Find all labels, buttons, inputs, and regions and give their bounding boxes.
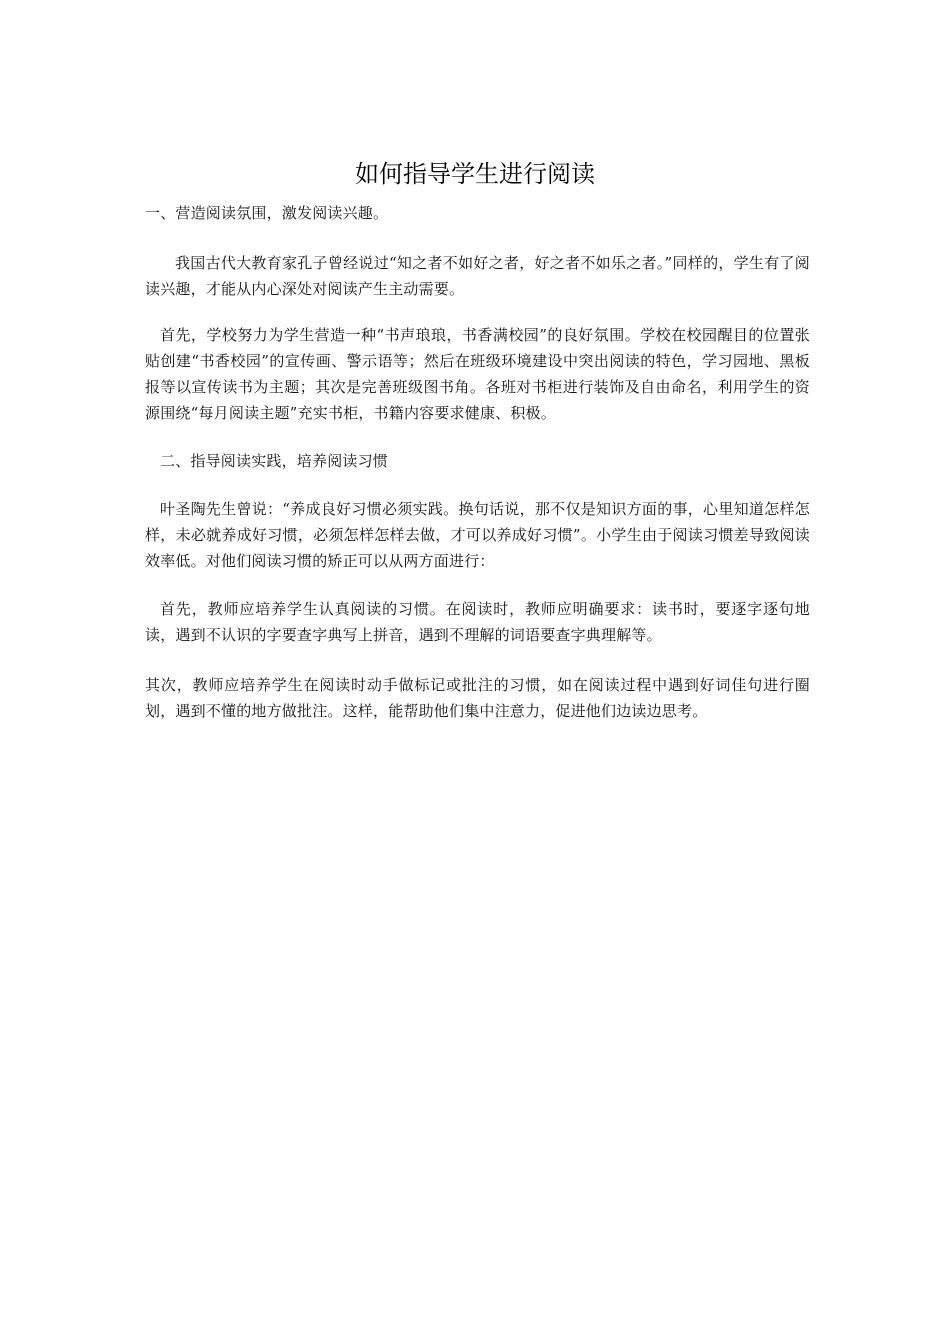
section-heading-1: 一、营造阅读氛围，激发阅读兴趣。: [145, 204, 389, 222]
document-title: 如何指导学生进行阅读: [355, 160, 595, 188]
paragraph-confucius-quote: 我国古代大教育家孔子曾经说过“知之者不如好之者，好之者不如乐之者。”同样的，学生有了阅读兴趣，才能从内心深处对阅读产生主动需要。: [145, 254, 810, 298]
paragraph-ye-shengtao-quote: 叶圣陶先生曾说：“养成良好习惯必须实践。换句话说，那不仅是知识方面的事，心里知道怎样怎样，未必就养成好习惯，必须怎样怎样去做，才可以养成好习惯”。小学生由于阅读习惯差导致阅读效率低。对他们阅读习惯的矫正可以从两方面进行：: [145, 500, 810, 570]
paragraph-school-atmosphere: 首先，学校努力为学生营造一种“书声琅琅，书香满校园”的良好氛围。学校在校园醒目的位置张贴创建“书香校园”的宣传画、警示语等；然后在班级环境建设中突出阅读的特色，学习园地、黑板报等以宣传读书为主题；其次是完善班级图书角。各班对书柜进行装饰及自由命名，利用学生的资源围绕“每月阅读主题”充实书柜，书籍内容要求健康、积极。: [145, 326, 810, 422]
paragraph-careful-reading-habit: 首先，教师应培养学生认真阅读的习惯。在阅读时，教师应明确要求：读书时，要逐字逐句地读，遇到不认识的字要查字典写上拼音，遇到不理解的词语要查字典理解等。: [145, 600, 810, 644]
section-heading-2: 二、指导阅读实践，培养阅读习惯: [160, 452, 389, 470]
paragraph-annotation-habit: 其次，教师应培养学生在阅读时动手做标记或批注的习惯，如在阅读过程中遇到好词佳句进行圈划，遇到不懂的地方做批注。这样，能帮助他们集中注意力，促进他们边读边思考。: [145, 676, 810, 720]
